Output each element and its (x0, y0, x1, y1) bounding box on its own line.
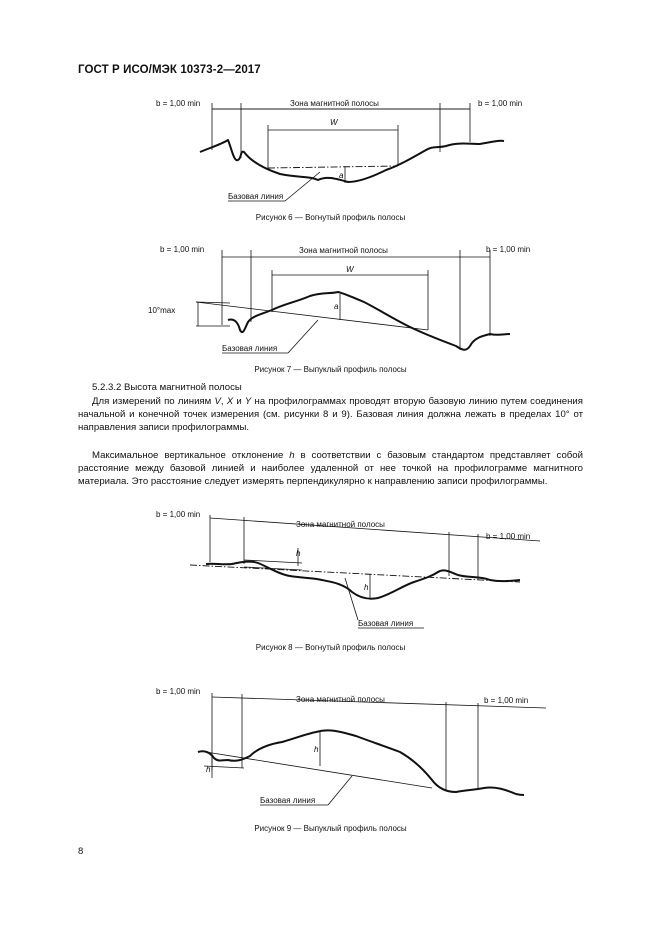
baseline-label: Базовая линия (228, 192, 284, 201)
baseline-dashed (268, 166, 398, 168)
section-heading: 5.2.3.2 Высота магнитной полосы (92, 382, 242, 393)
b-label-left: b = 1,00 min (160, 245, 205, 254)
b-label-right: b = 1,00 min (486, 245, 531, 254)
h-label-left: h (296, 549, 301, 558)
a-label: a (334, 302, 339, 311)
h-label: h (364, 583, 369, 592)
b-label-left: b = 1,00 min (156, 510, 201, 519)
w-label: W (330, 118, 338, 127)
w-label: W (346, 265, 354, 274)
b-label-right: b = 1,00 min (484, 696, 529, 705)
profile-curve (228, 292, 510, 350)
b-label-left: b = 1,00 min (156, 687, 201, 696)
profile-curve (200, 140, 504, 182)
baseline-dashed (190, 565, 520, 582)
figure-9-caption: Рисунок 9 — Выпуклый профиль полосы (254, 824, 407, 833)
baseline (196, 302, 428, 330)
document-header: ГОСТ Р ИСО/МЭК 10373-2—2017 (78, 64, 261, 76)
paragraph-1: Для измерений по линиям V, X и Y на профилограммах проводят вторую базовую линию путем соединения начальной и конечной точек измерения (см. рисунки 8 и 9). Базовая линия должна лежать в пределах 10° от направления записи профилограммы. (78, 396, 583, 434)
figure-9 (0, 682, 661, 822)
baseline-label: Базовая линия (222, 344, 278, 353)
figure-8 (0, 505, 661, 645)
baseline-label: Базовая линия (358, 619, 414, 628)
angle-label: 10°max (148, 306, 176, 315)
a-label: a (339, 171, 344, 180)
page-number: 8 (78, 846, 84, 857)
paragraph-2: Максимальное вертикальное отклонение h в соответствии с базовым стандартом представляет собой расстояние между базовой линией и наиболее удаленной от нее точкой на профилограмме магнитного материала. Это расстояние следует измерять перпендикулярно к направлению записи профилограммы. (78, 450, 583, 488)
b-label-right: b = 1,00 min (486, 532, 531, 541)
figure-6-caption: Рисунок 6 — Вогнутый профиль полосы (255, 213, 406, 222)
zone-label: Зона магнитной полосы (296, 520, 385, 529)
figure-7-caption: Рисунок 7 — Выпуклый профиль полосы (254, 365, 407, 374)
zone-label: Зона магнитной полосы (290, 99, 379, 108)
b-label-right: b = 1,00 min (478, 99, 523, 108)
baseline (206, 752, 432, 788)
figure-7 (0, 238, 661, 368)
profile-curve (198, 730, 524, 795)
h-label: h (314, 745, 319, 754)
figure-6 (0, 90, 661, 220)
profile-curve (206, 561, 520, 598)
b-label-left: b = 1,00 min (156, 99, 201, 108)
h-label-left: h (206, 765, 211, 774)
zone-label: Зона магнитной полосы (299, 246, 388, 255)
zone-label: Зона магнитной полосы (296, 695, 385, 704)
baseline-label: Базовая линия (260, 796, 316, 805)
figure-8-caption: Рисунок 8 — Вогнутый профиль полосы (255, 643, 406, 652)
